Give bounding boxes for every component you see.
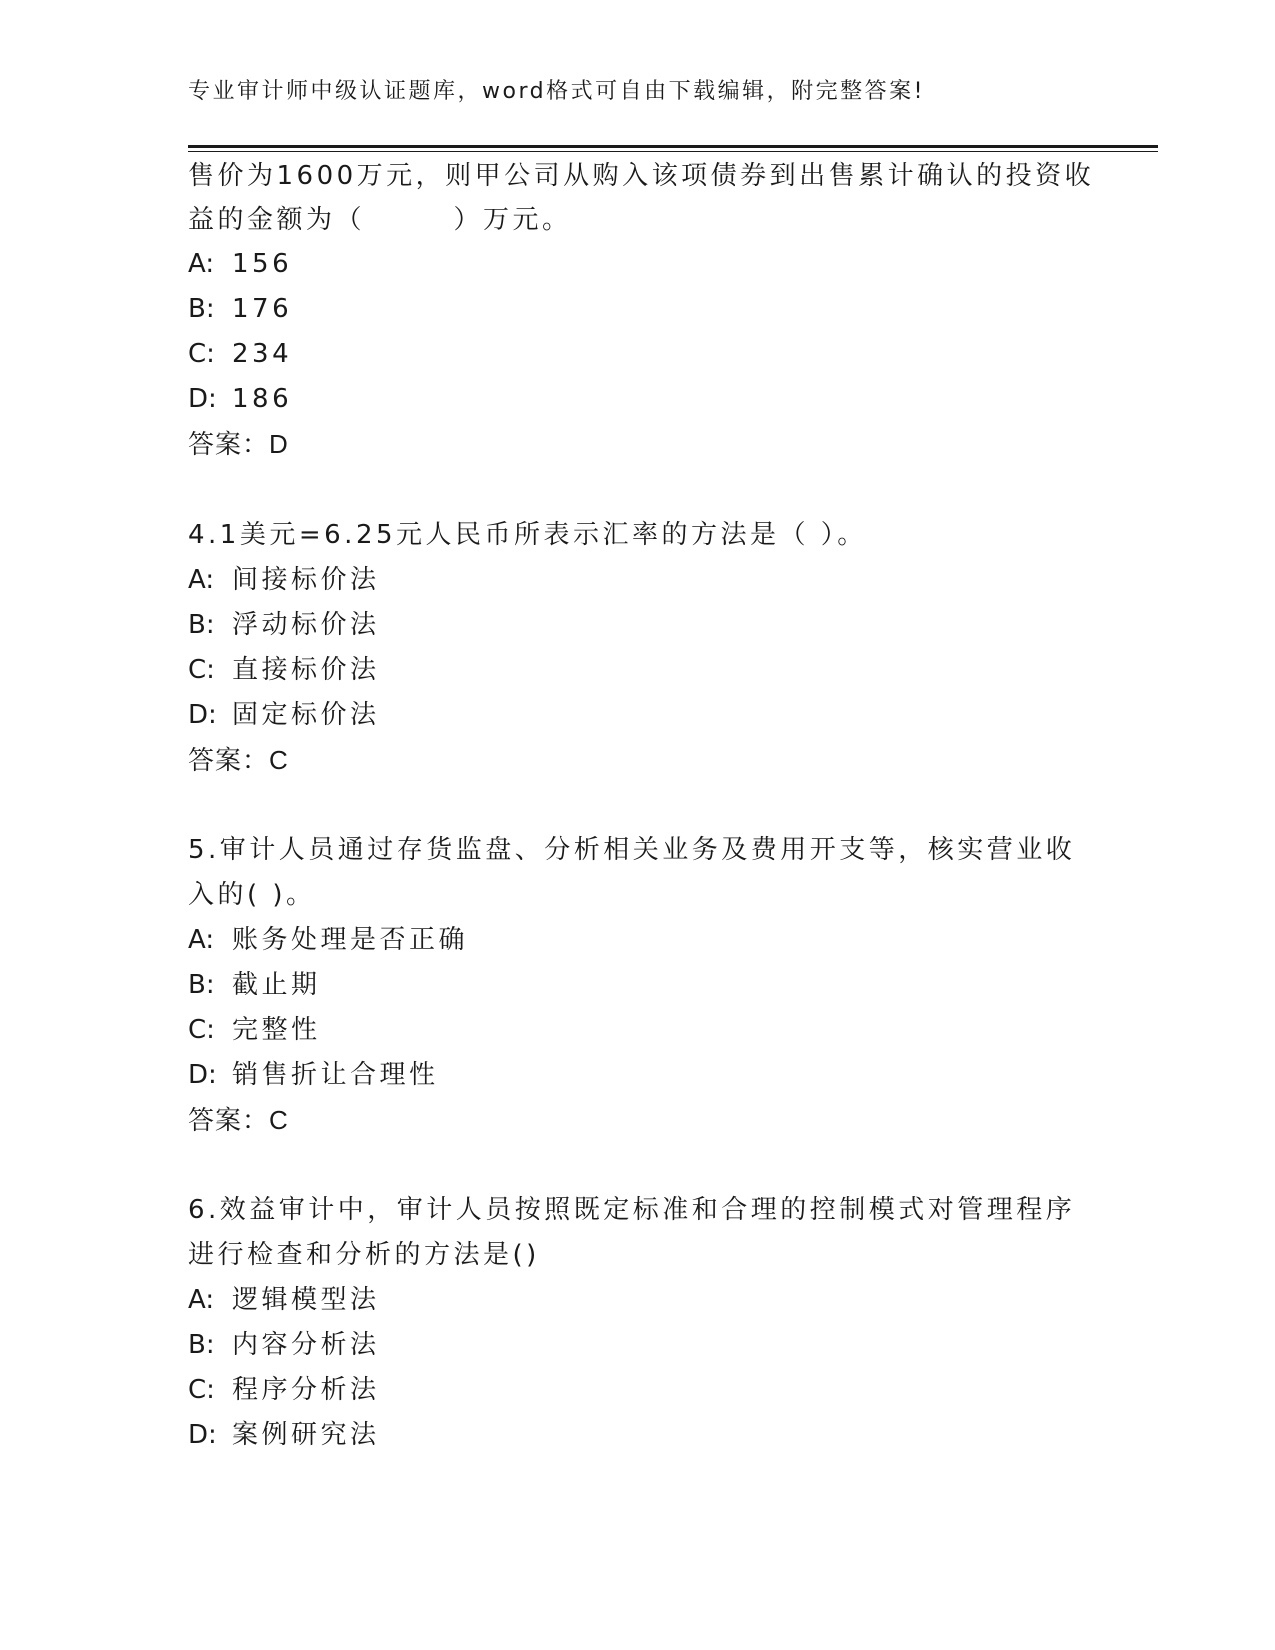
option-a (188, 1284, 380, 1316)
question-stem-line: 4.1美元=6.25元人民币所表示汇率的方法是（ ）。 (188, 520, 867, 550)
option-letter: B: (188, 610, 215, 640)
header-divider-thick (188, 145, 1158, 148)
header-note: 专业审计师中级认证题库，word格式可自由下载编辑，附完整答案! (188, 79, 925, 104)
question-stem-line: 益的金额为（ ）万元。 (188, 205, 572, 235)
option-letter: B: (188, 970, 215, 1000)
option-letter: B: (188, 294, 215, 324)
option-text: 间接标价法 (232, 565, 380, 595)
option-letter: A: (188, 925, 215, 955)
option-letter: D: (188, 1060, 217, 1090)
option-b (188, 609, 380, 641)
option-b (188, 1329, 380, 1361)
option-text: 234 (232, 339, 293, 369)
option-c (188, 1374, 380, 1406)
option-letter: D: (188, 700, 217, 730)
option-letter: A: (188, 249, 215, 279)
option-a (188, 924, 468, 956)
option-d (188, 383, 292, 415)
option-text: 截止期 (232, 970, 321, 1000)
question-stem-line: 进行检查和分析的方法是() (188, 1240, 540, 1270)
question-stem-line: 6.效益审计中，审计人员按照既定标准和合理的控制模式对管理程序 (188, 1195, 1076, 1225)
option-text: 完整性 (232, 1015, 321, 1045)
option-letter: C: (188, 339, 215, 369)
option-a (188, 248, 292, 280)
answer-line: 答案：C (188, 1105, 289, 1135)
option-a (188, 564, 380, 596)
option-text: 固定标价法 (232, 700, 380, 730)
option-text: 案例研究法 (232, 1420, 380, 1450)
option-text: 逻辑模型法 (232, 1285, 380, 1315)
option-d (188, 1419, 380, 1451)
question-stem-line: 5.审计人员通过存货监盘、分析相关业务及费用开支等，核实营业收 (188, 835, 1076, 865)
option-text: 直接标价法 (232, 655, 380, 685)
option-d (188, 699, 380, 731)
option-text: 内容分析法 (232, 1330, 380, 1360)
option-text: 销售折让合理性 (232, 1060, 439, 1090)
option-text: 156 (232, 249, 293, 279)
option-text: 程序分析法 (232, 1375, 380, 1405)
option-d (188, 1059, 439, 1091)
answer-line: 答案：D (188, 429, 289, 459)
option-letter: C: (188, 1015, 215, 1045)
option-b (188, 969, 321, 1001)
option-text: 浮动标价法 (232, 610, 380, 640)
option-c (188, 1014, 321, 1046)
option-letter: A: (188, 1285, 215, 1315)
option-letter: D: (188, 384, 217, 414)
question-stem-line: 入的( )。 (188, 880, 316, 910)
option-text: 186 (232, 384, 293, 414)
option-letter: A: (188, 565, 215, 595)
answer-line: 答案：C (188, 745, 289, 775)
option-c (188, 654, 380, 686)
option-text: 账务处理是否正确 (232, 925, 469, 955)
option-letter: C: (188, 655, 215, 685)
option-c (188, 338, 292, 370)
option-letter: C: (188, 1375, 215, 1405)
option-b (188, 293, 292, 325)
option-letter: B: (188, 1330, 215, 1360)
header-divider-thin (188, 151, 1158, 152)
option-letter: D: (188, 1420, 217, 1450)
option-text: 176 (232, 294, 293, 324)
question-stem-line: 售价为1600万元，则甲公司从购入该项债券到出售累计确认的投资收 (188, 161, 1095, 191)
